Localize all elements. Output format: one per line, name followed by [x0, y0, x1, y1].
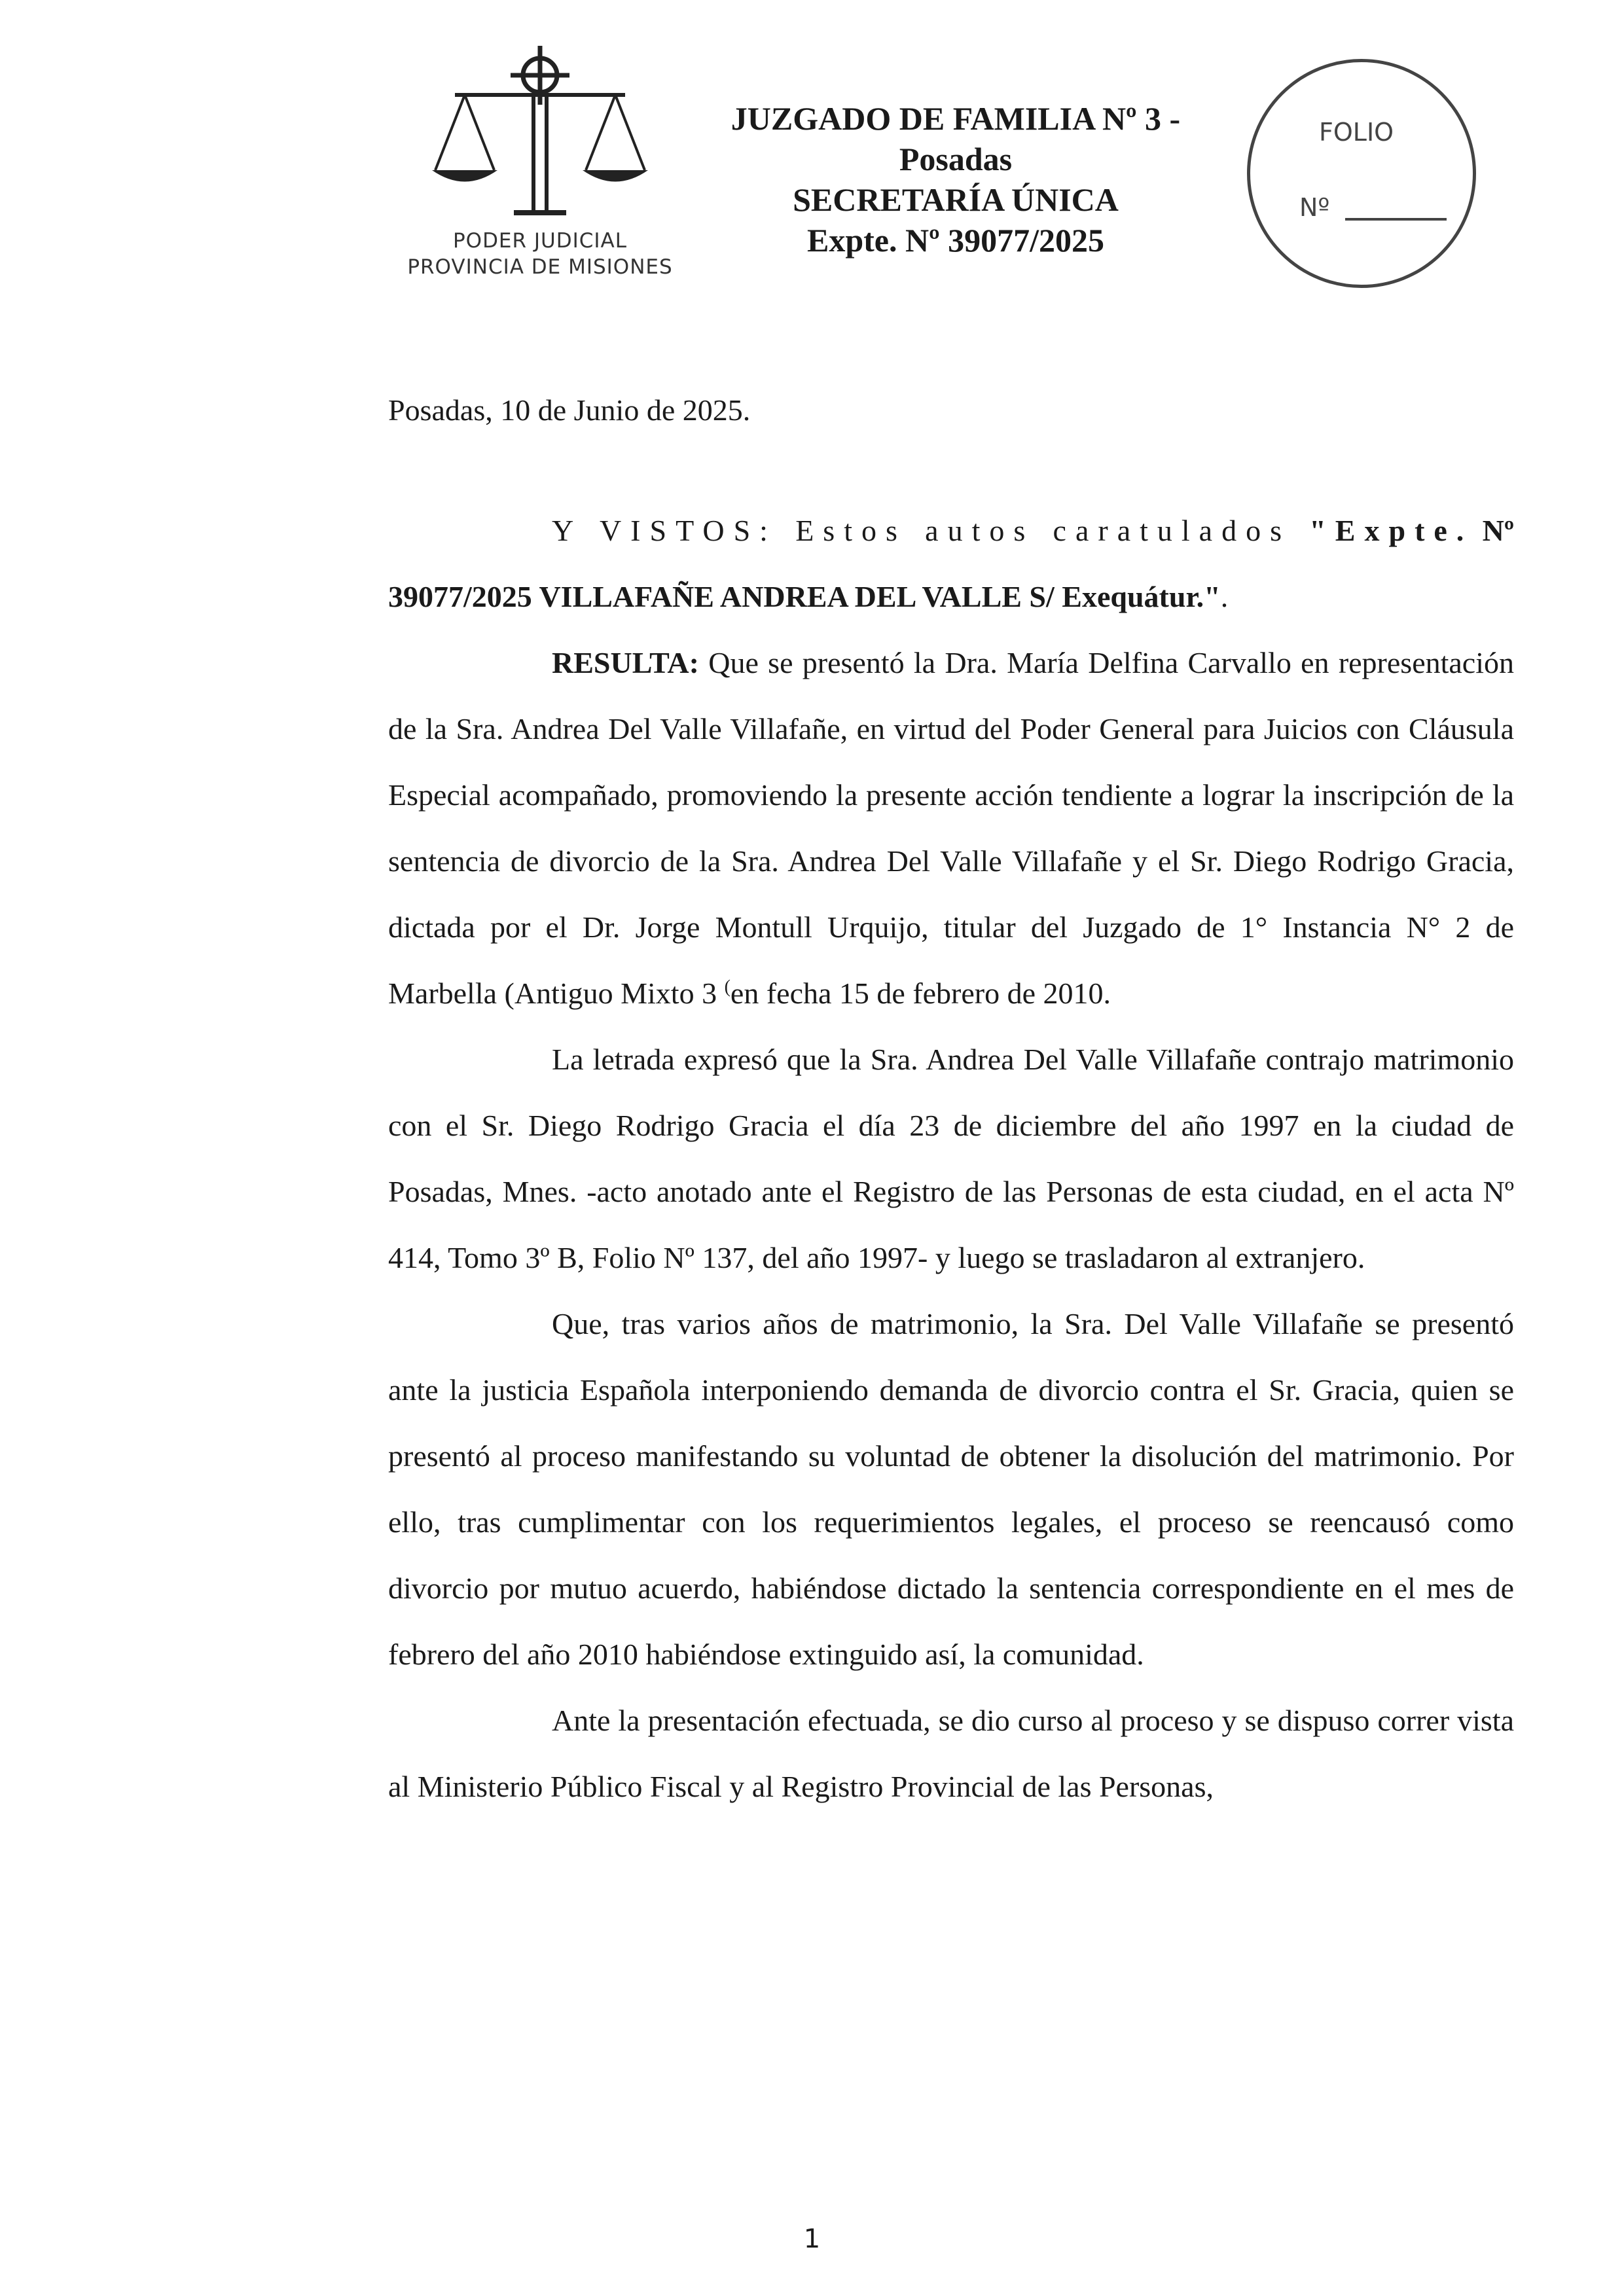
- folio-stamp: [1247, 59, 1476, 288]
- resulta-paragraph: [388, 630, 1514, 1026]
- vistos-paragraph: [388, 497, 1514, 630]
- folio-number-blank: [1345, 218, 1447, 221]
- vistos-lead: Y VISTOS: Estos autos caratulados: [552, 514, 1310, 547]
- vistos-tail: .: [1220, 580, 1229, 613]
- page-number: 1: [803, 2224, 821, 2254]
- header-city: Posadas: [899, 141, 1013, 177]
- date-line: Posadas, 10 de Junio de 2025.: [388, 393, 751, 427]
- paragraph-marriage: La letrada expresó que la Sra. Andrea Del Valle Villafañe contrajo matrimonio con el Sr. Diego Rodrigo Gracia el día 23 de diciembre del año 1997 en la ciudad de Posadas, Mnes. -acto anotado ante el Registro de las Personas de esta ciudad, en el acta Nº 414, Tomo 3º B, Folio Nº 137, del año 1997- y luego se trasladaron al extranjero.: [388, 1043, 1514, 1274]
- vistos-title-a: "Expte.: [1309, 514, 1473, 547]
- logo-line-1: PODER JUDICIAL: [452, 229, 628, 253]
- court-header: [694, 98, 1218, 260]
- vistos-title-b: Nº 39077/2025 VILLAFAÑE ANDREA DEL VALLE S/ Exequátur.": [388, 514, 1514, 613]
- paragraph-proceedings: Ante la presentación efectuada, se dio curso al proceso y se dispuso correr vista al Ministerio Público Fiscal y al Registro Provincial de las Personas,: [388, 1704, 1514, 1803]
- header-court: JUZGADO DE FAMILIA Nº 3 -: [731, 100, 1181, 137]
- resulta-sup: (: [724, 977, 731, 997]
- paragraph-divorce: Que, tras varios años de matrimonio, la Sra. Del Valle Villafañe se presentó ante la justicia Española interponiendo demanda de divorcio contra el Sr. Gracia, quien se presentó al proceso manifestando su voluntad de obtener la disolución del matrimonio. Por ello, tras cumplimentar con los requerimientos legales, el proceso se reencausó como divorcio por mutuo acuerdo, habiéndose dictado la sentencia correspondiente en el mes de febrero del año 2010 habiéndose extinguido así, la comunidad.: [388, 1307, 1514, 1671]
- folio-label: FOLIO: [1319, 118, 1394, 147]
- scales-of-justice-icon: [429, 39, 651, 229]
- resulta-text-a: Que se presentó la Dra. María Delfina Carvallo en representación de la Sra. Andrea Del Valle Villafañe, en virtud del Poder General para Juicios con Cláusula Especial acompañado, promoviendo la presente acción tendiente a lograr la inscripción de la sentencia de divorcio de la Sra. Andrea Del Valle Villafañe y el Sr. Diego Rodrigo Gracia, dictada por el Dr. Jorge Montull Urquijo, titular del Juzgado de 1° Instancia N° 2 de Marbella (Antiguo Mixto 3: [388, 646, 1514, 1010]
- logo-line-2: PROVINCIA DE MISIONES: [407, 255, 673, 279]
- folio-number-label: Nº: [1299, 193, 1330, 222]
- resulta-text-b: en fecha 15 de febrero de 2010.: [730, 977, 1111, 1010]
- resulta-label: RESULTA:: [552, 646, 699, 679]
- document-body: [388, 497, 1514, 1820]
- header-case-number: Expte. Nº 39077/2025: [806, 222, 1104, 259]
- header-secretary: SECRETARÍA ÚNICA: [793, 181, 1119, 218]
- judicial-logo: [403, 39, 677, 288]
